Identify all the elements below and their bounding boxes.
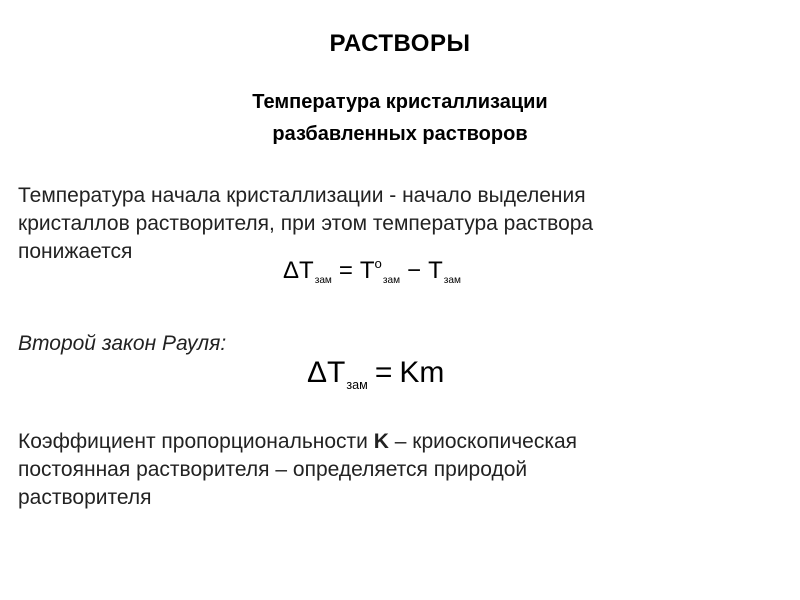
formula-rhs: Km <box>399 356 445 389</box>
subtitle-line-2: разбавленных растворов <box>272 123 528 145</box>
coefficient-line-1 <box>18 428 778 456</box>
coefficient-line-1-start: Коэффициент пропорциональности <box>18 430 374 453</box>
formula-sub: зам <box>314 275 332 287</box>
minus-sign: − <box>407 256 422 284</box>
formula-sub-3: зам <box>443 275 461 287</box>
formula-T: T <box>299 256 314 284</box>
formula-raoult-second-law <box>307 356 444 392</box>
equals-sign: = <box>338 256 353 284</box>
slide-subtitle <box>0 86 800 150</box>
coefficient-paragraph <box>18 428 778 512</box>
coefficient-line-1-end: – криоскопическая <box>388 430 578 453</box>
delta-symbol: Δ <box>307 356 328 389</box>
formula-sub: зам <box>346 377 368 392</box>
formula-freezing-depression <box>283 256 461 286</box>
definition-line-2: кристаллов растворителя, при этом температура раствора <box>18 212 594 235</box>
coefficient-K: K <box>373 430 389 453</box>
formula-T: T <box>327 356 346 389</box>
raoult-law-label: Второй закон Рауля: <box>18 332 227 355</box>
coefficient-line-3: растворителя <box>18 486 152 509</box>
subtitle-line-1: Температура кристаллизации <box>252 91 548 113</box>
slide-title: РАСТВОРЫ <box>329 30 471 57</box>
definition-paragraph <box>18 182 778 266</box>
formula-T0: T <box>359 256 375 284</box>
equals-sign: = <box>374 356 393 389</box>
formula-sup: o <box>374 256 382 271</box>
delta-symbol: Δ <box>283 256 300 284</box>
definition-line-3: понижается <box>18 240 133 263</box>
formula-T2: T <box>428 256 443 284</box>
formula-sub-2: зам <box>382 275 401 287</box>
coefficient-line-2: постоянная растворителя – определяется природой <box>18 458 528 481</box>
definition-line-1: Температура начала кристаллизации - начало выделения <box>18 184 586 207</box>
